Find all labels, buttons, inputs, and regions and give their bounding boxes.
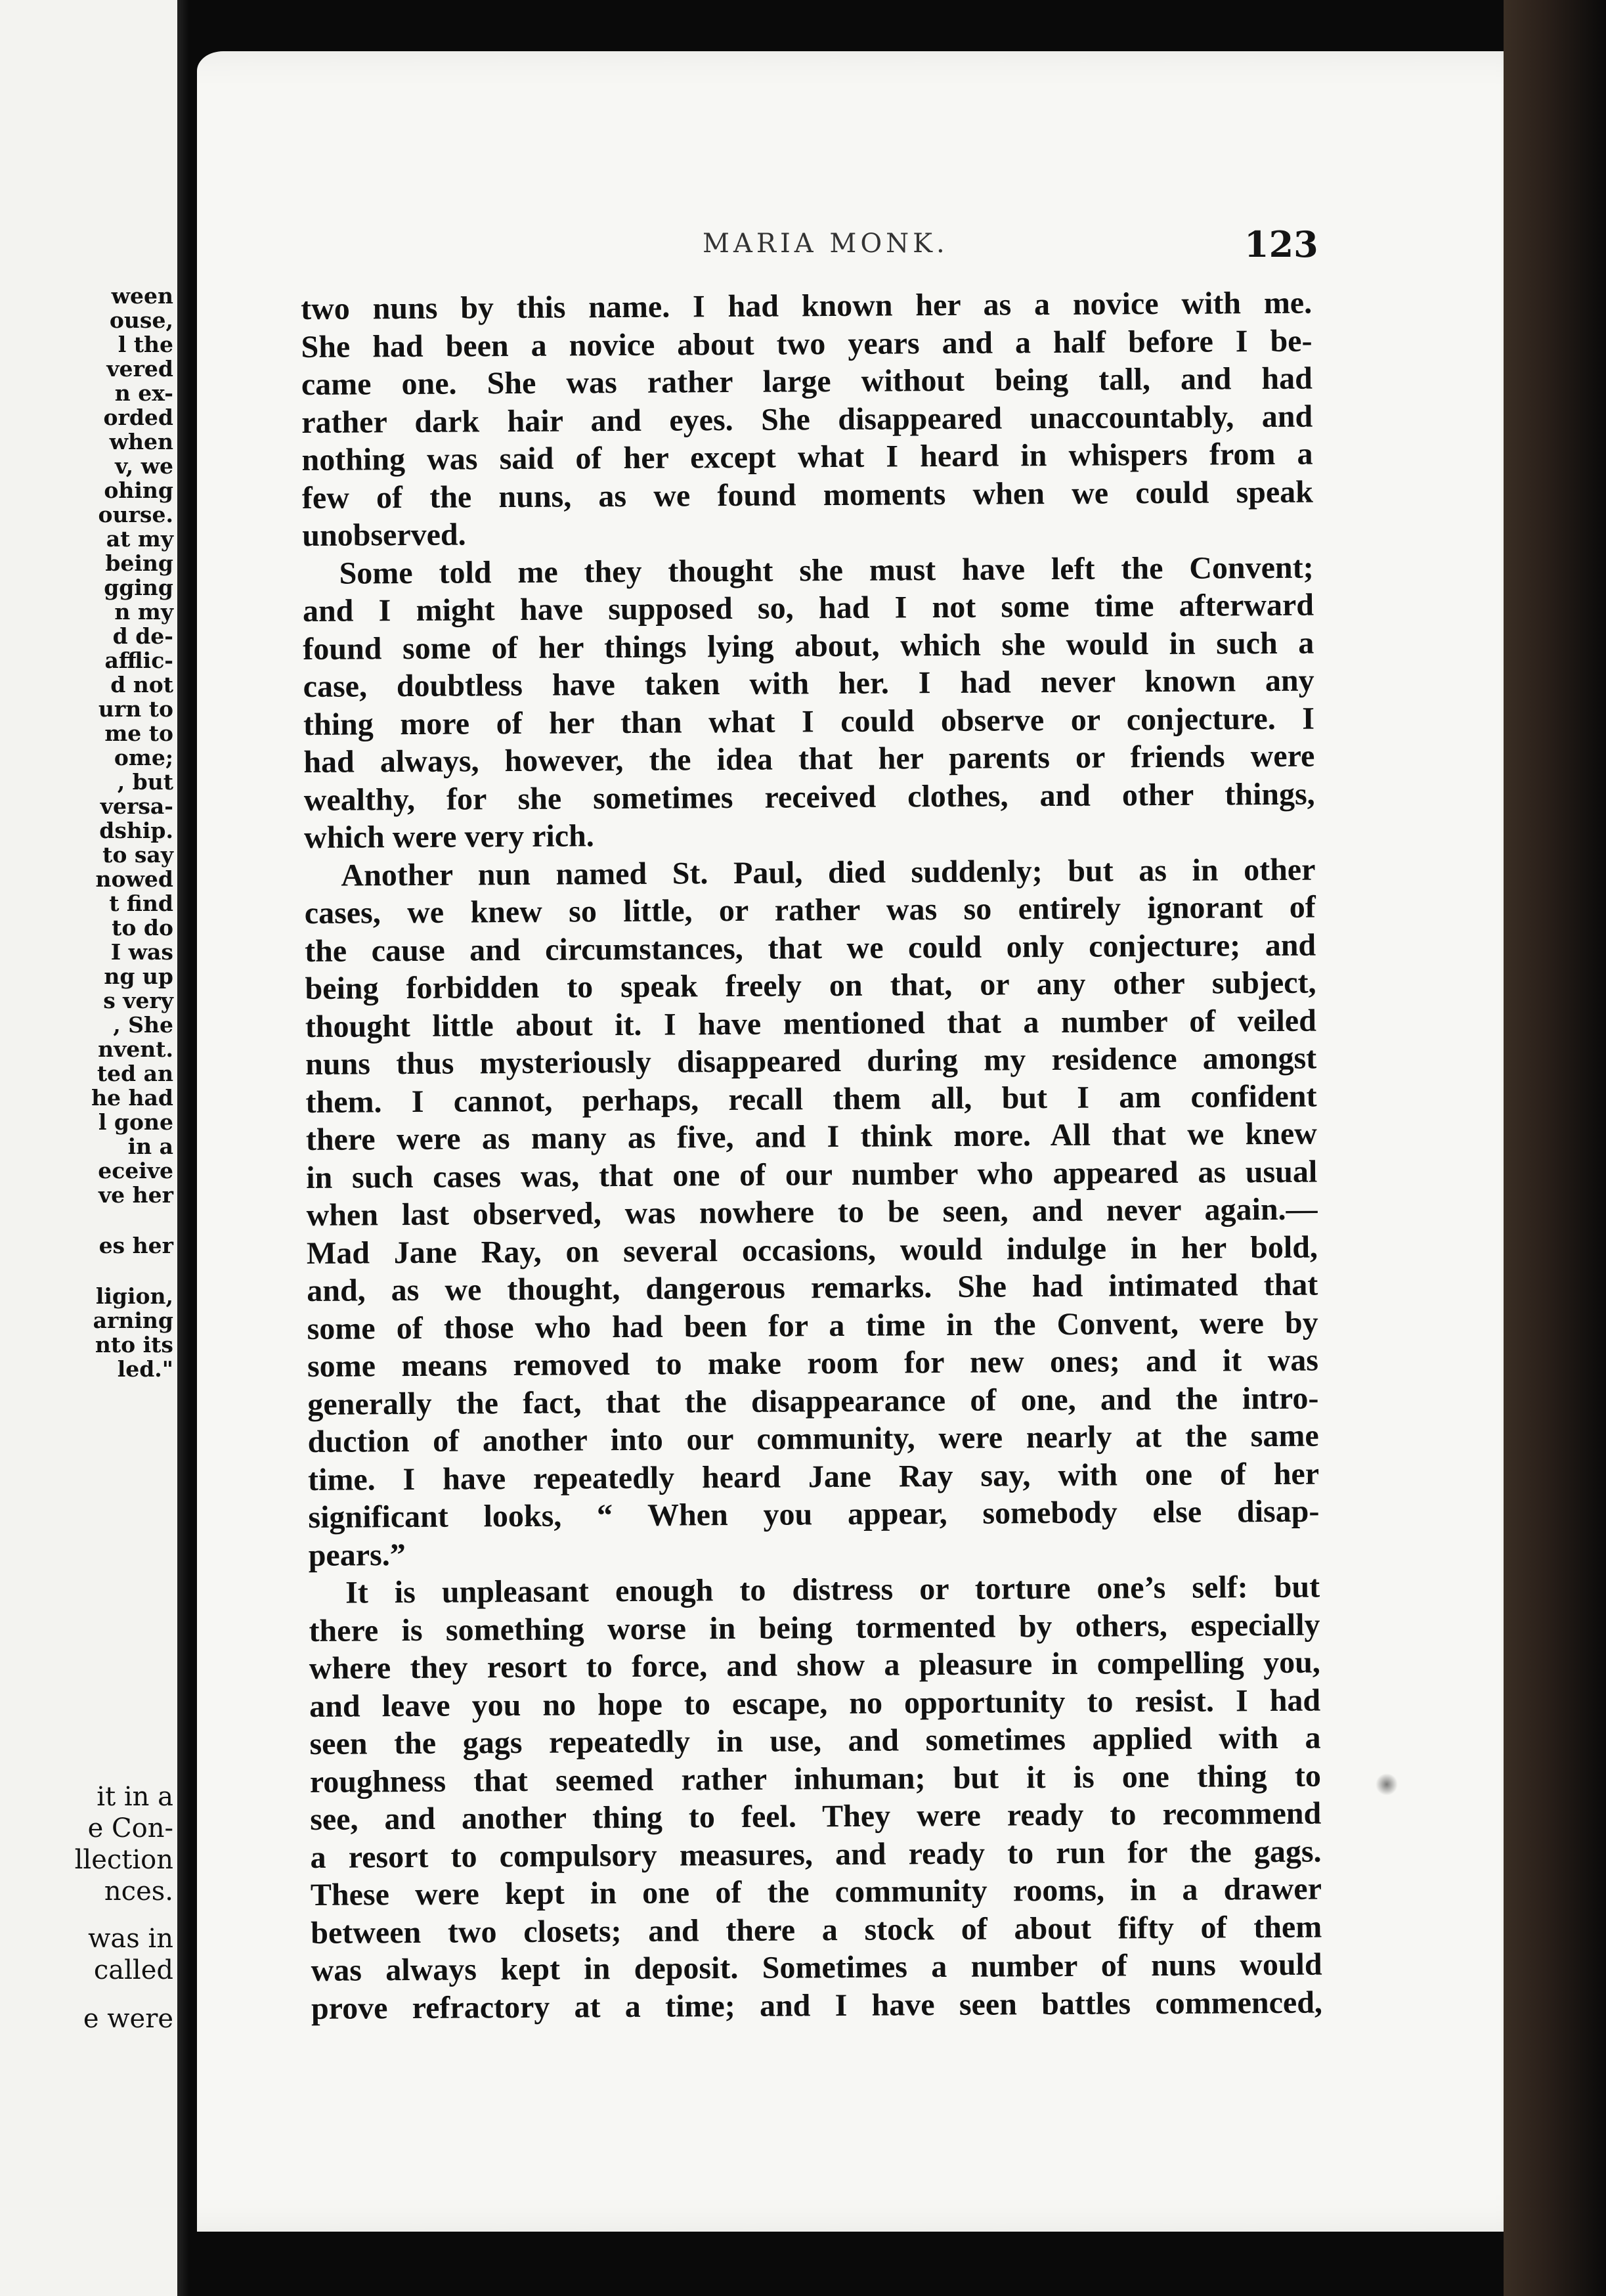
text-line: thought little about it. I have mentioned that a number of veiled (305, 1003, 1316, 1044)
scan-blemish (847, 0, 965, 39)
text-line: some of those who had been for a time in the Convent, were by (307, 1305, 1318, 1346)
text-line: These were kept in one of the community rooms, in a drawer (310, 1871, 1322, 1912)
text-line: between two closets; and there a stock of about fifty of them (311, 1909, 1322, 1951)
previous-page-line: ve her (98, 1182, 173, 1208)
text-line: It is unpleasant enough to distress or torture one’s self: but (345, 1569, 1320, 1610)
previous-page-fragment (0, 0, 183, 2296)
previous-page-line: t find (109, 891, 173, 916)
text-line: case, doubtless have taken with her. I had never known any (303, 663, 1314, 704)
text-line: Another nun named St. Paul, died suddenly; but as in other (341, 852, 1316, 893)
text-line: two nuns by this name. I had known her as a novice with me. (301, 285, 1313, 326)
text-line: nothing was said of her except what I heard in whispers from a (301, 436, 1313, 477)
previous-page-line: nto its (95, 1332, 173, 1358)
gutter-shadow (177, 0, 197, 2296)
text-line: roughness that seemed rather inhuman; but it is one thing to (309, 1758, 1322, 1799)
previous-page-line: , but (117, 769, 173, 795)
previous-page-line: e Con- (87, 1813, 173, 1843)
previous-page-line: to do (112, 915, 173, 940)
text-line: significant looks, “ When you appear, somebody else disap- (308, 1493, 1320, 1535)
previous-page-line: nowed (95, 866, 173, 892)
text-line: nuns thus mysteriously disappeared during my residence amongst (305, 1040, 1317, 1082)
previous-page-line: d not (110, 672, 173, 697)
text-line: found some of her things lying about, which she would in such a (303, 625, 1314, 667)
previous-page-line: l gone (98, 1109, 173, 1135)
previous-page-line: d de- (112, 623, 173, 649)
previous-page-line: ourse. (98, 502, 173, 527)
previous-page-line: ome; (114, 745, 173, 770)
scan-blemish (657, 0, 755, 39)
previous-page-line: v, we (115, 453, 173, 479)
text-line: rather dark hair and eyes. She disappeared unaccountably, and (301, 399, 1313, 440)
text-line: which were very rich. (303, 818, 594, 855)
text-line: had always, however, the idea that her parents or friends were (303, 738, 1315, 780)
previous-page-line: ted an (97, 1061, 173, 1086)
text-line: and I might have supposed so, had I not some time afterward (302, 587, 1314, 629)
text-line: some means removed to make room for new ones; and it was (307, 1342, 1319, 1384)
previous-page-line: gging (104, 575, 173, 600)
previous-page-line: n ex- (114, 380, 173, 406)
previous-page-line: at my (106, 526, 173, 552)
previous-page-line: being (105, 550, 173, 576)
text-line: and leave you no hope to escape, no opportunity to resist. I had (309, 1683, 1321, 1724)
page-edge (1504, 0, 1606, 2296)
text-line: in such cases was, that one of our number who appeared as usual (306, 1154, 1318, 1195)
previous-page-line: orded (103, 405, 173, 430)
previous-page-line: llection (74, 1845, 173, 1875)
previous-page-line: afflic- (104, 648, 173, 673)
previous-page-line: ohing (104, 477, 173, 503)
text-line: Mad Jane Ray, on several occasions, would indulge in her bold, (306, 1229, 1318, 1271)
text-line: came one. She was rather large without being tall, and had (301, 361, 1313, 402)
previous-page-line: in a (127, 1134, 173, 1159)
text-line: generally the fact, that the disappearance of one, and the intro- (307, 1380, 1319, 1422)
previous-page-line: it in a (97, 1782, 173, 1812)
previous-page-line: when (109, 429, 173, 454)
text-line: the cause and circumstances, that we could only conjecture; and (304, 927, 1316, 969)
text-line: unobserved. (302, 517, 466, 553)
previous-page-line: to say (102, 842, 173, 868)
previous-page-line: versa- (100, 793, 173, 819)
text-line: Some told me they thought she must have left the Convent; (339, 550, 1314, 591)
text-line: cases, we knew so little, or rather was so entirely ignorant of (304, 889, 1316, 931)
text-line: a resort to compulsory measures, and ready to run for the gags. (310, 1834, 1322, 1875)
text-line: seen the gags repeatedly in use, and sometimes applied with a (309, 1720, 1321, 1761)
text-line: them. I cannot, perhaps, recall them all, but I am confident (305, 1078, 1317, 1120)
scan-blemish (499, 0, 584, 39)
previous-page-line: , She (113, 1012, 173, 1038)
previous-page-line: he had (91, 1085, 173, 1111)
text-line: thing more of her than what I could observe or conjecture. I (303, 701, 1315, 742)
previous-page-line: ween (111, 283, 173, 309)
text-line: duction of another into our community, were nearly at the same (307, 1418, 1319, 1459)
previous-page-line: called (93, 1955, 173, 1985)
previous-page-line: es her (98, 1233, 173, 1258)
body-text (301, 284, 1322, 2027)
text-line: there were as many as five, and I think more. All that we knew (305, 1116, 1318, 1157)
text-line: there is something worse in being tormented by others, especially (309, 1607, 1320, 1648)
previous-page-line: ouse, (109, 307, 173, 333)
text-line: prove refractory at a time; and I have seen battles commenced, (311, 1985, 1323, 2026)
text-line: and, as we thought, dangerous remarks. She had intimated that (307, 1267, 1318, 1308)
text-line: wealthy, for she sometimes received clothes, and other things, (303, 776, 1315, 818)
previous-page-line: nces. (104, 1876, 173, 1907)
previous-page-line: e were (83, 2004, 173, 2034)
text-line: when last observed, was nowhere to be seen, and never again.— (306, 1191, 1318, 1233)
text-line: pears.” (308, 1537, 406, 1573)
text-line: few of the nuns, as we found moments when we could speak (301, 474, 1314, 516)
previous-page-line: nvent. (98, 1036, 173, 1062)
page-number: 123 (1244, 223, 1318, 265)
previous-page-line: s very (103, 988, 173, 1013)
previous-page-line: l the (118, 332, 173, 357)
ink-smudge (1376, 1773, 1398, 1796)
previous-page-line: led." (117, 1356, 173, 1382)
previous-page-line: I was (110, 939, 173, 965)
previous-page-line: n my (114, 599, 173, 625)
previous-page-line: was in (88, 1924, 173, 1954)
previous-page-line: me to (104, 720, 173, 746)
scan-blemish (1024, 0, 1103, 39)
previous-page-line: eceive (98, 1158, 173, 1183)
previous-page-line: ng up (104, 963, 173, 989)
previous-page-line: urn to (98, 696, 173, 722)
previous-page-line: arning (93, 1308, 173, 1333)
text-line: time. I have repeatedly heard Jane Ray say, with one of her (307, 1456, 1320, 1497)
running-head: MARIA MONK. (703, 229, 949, 259)
text-line: see, and another thing to feel. They were ready to recommend (310, 1796, 1322, 1837)
text-line: was always kept in deposit. Sometimes a number of nuns would (311, 1947, 1322, 1988)
previous-page-line: dship. (99, 818, 173, 843)
previous-page-line: ligion, (95, 1283, 173, 1309)
text-line: She had been a novice about two years and a half before I be- (301, 323, 1313, 364)
text-line: where they resort to force, and show a pleasure in compelling you, (309, 1645, 1320, 1686)
previous-page-line: vered (106, 356, 173, 382)
text-line: being forbidden to speak freely on that, or any other subject, (305, 965, 1316, 1006)
